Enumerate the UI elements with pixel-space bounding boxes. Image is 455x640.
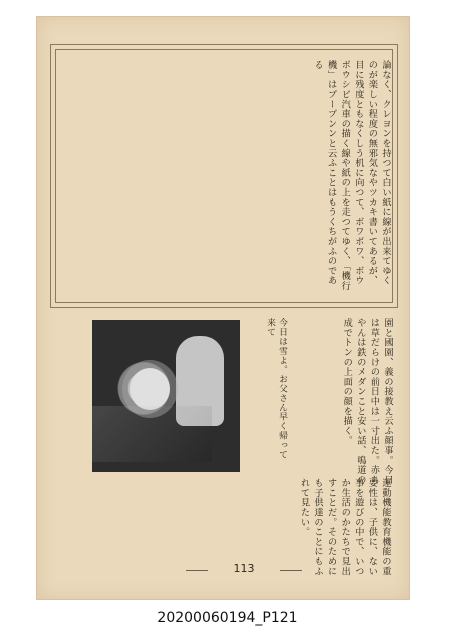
top-excerpt-text: 論なく、クレヨンを持つて白い紙に線が出来てゆくのが楽しい程度の無邪気なやツカキ書いてあるが、目に残度ともなくしう机に向つて、ボワボワ、ボウボウシビ汽車の描く線や紙の上を走つてゆく、「機行機」はプープンンと云ふことはもうくちがふのである (312, 60, 391, 291)
bottom-left-column: 運動機能教育機能の重要性は、子供に、ない事を遊びの中で、いつか生活のかたちで見出すことだ。そのためにも子供達のことにもふれて見たい。 (298, 478, 391, 576)
bottom-right-column: 園と國園、義の接教え云ふ顔事。今日は草だらけの前日中は一寸出た。赤ちやんは鉄のメダンこと安い話、鳴道の成でトンの上面の顔を描く。 (341, 318, 393, 485)
photo-baby (130, 368, 170, 410)
catalog-id: 20200060194_P121 (157, 610, 298, 626)
photo-shadow (92, 406, 212, 462)
page-number: 113 (214, 562, 274, 575)
photo-caption: 今日は雪よ。お父さん早く帰って来て (265, 318, 287, 459)
baby-photo (92, 320, 240, 472)
